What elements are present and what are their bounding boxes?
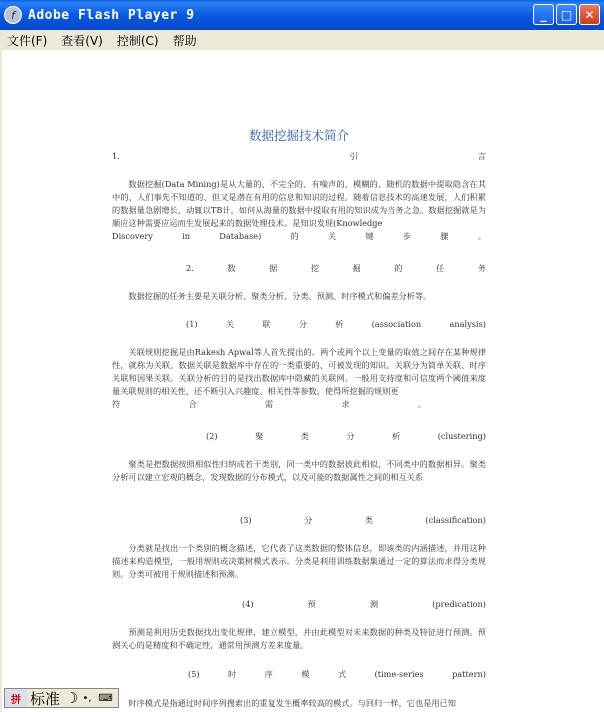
- heading-char: 模: [301, 669, 310, 679]
- heading-char: 序: [264, 669, 273, 679]
- paragraph-clustering: [112, 458, 486, 484]
- heading-char: 挖: [310, 263, 320, 273]
- menu-control[interactable]: 控制(C): [116, 33, 159, 48]
- menu-bar: [0, 30, 604, 50]
- paragraph-text: 数据挖掘(Data Mining)是从大量的、不完全的、有噪声的、模糊的、随机的数据中提取隐含在其中的、人们事先不知道的、但又是潜在有用的信息和知识的过程。随着信息技术的高速发展，人们积累的数据量急剧增长，动辄以TB计，如何从海量的数据中提取有用的知识成为当务之急。数据挖掘就是为顺应这种需要应运而生发展起来的数据处理技术。是知识发现(Knowledge: [112, 179, 486, 228]
- section-heading-1: [112, 150, 486, 163]
- heading-char: 聚: [255, 431, 264, 441]
- word: 。: [417, 399, 426, 409]
- paragraph-intro: [112, 178, 486, 243]
- heading-char: 析: [335, 319, 344, 329]
- heading-word: pattern): [452, 669, 486, 679]
- close-icon: ✕: [584, 7, 595, 22]
- heading-char: 数: [227, 263, 236, 273]
- heading-num: 1.: [112, 151, 120, 161]
- paragraph-association: [112, 346, 486, 411]
- section-heading-classification: [240, 514, 486, 527]
- heading-word: (clustering): [437, 431, 486, 441]
- paragraph-text: 数据挖掘的任务主要是关联分析、聚类分析、分类、预测、时序模式和偏差分析等。: [128, 291, 432, 301]
- menu-file[interactable]: 文件(F): [7, 33, 48, 48]
- heading-char: 的: [394, 263, 403, 273]
- heading-num: (4): [242, 599, 254, 609]
- flash-app-icon: f: [4, 6, 22, 24]
- maximize-button[interactable]: [556, 4, 577, 25]
- minimize-icon: _: [540, 7, 547, 22]
- minimize-button[interactable]: [533, 4, 554, 25]
- heading-char: 式: [337, 669, 347, 679]
- heading-num: (5): [188, 669, 200, 679]
- heading-char: 联: [262, 319, 271, 329]
- window-title: Adobe Flash Player 9: [28, 7, 195, 23]
- heading-char: 任: [436, 263, 445, 273]
- word: Database): [219, 231, 262, 241]
- heading-char: 分: [346, 431, 355, 441]
- heading-char: 时: [228, 669, 237, 679]
- word: 求: [341, 399, 350, 409]
- heading-char: 分: [298, 319, 307, 329]
- heading-char: 据: [269, 263, 278, 273]
- paragraph-prediction: [112, 626, 486, 652]
- paragraph-text: 分类就是找出一个类别的概念描述，它代表了这类数据的整体信息，即该类的内涵描述，并用这种描述来构造模型，一般用规则或决策树模式表示。分类是利用训练数据集通过一定的算法而求得分类规则。分类可被用于规则描述和预测。: [112, 543, 486, 579]
- punctuation-icon[interactable]: •,: [82, 692, 92, 704]
- section-heading-time-series: [188, 668, 486, 681]
- heading-num: (3): [240, 515, 252, 525]
- paragraph-text: 聚类是把数据按照相似性归纳成若干类别，同一类中的数据彼此相似，不同类中的数据相异。聚类分析可以建立宏观的概念，发现数据的分布模式，以及可能的数据属性之间的相互关系: [112, 459, 486, 482]
- heading-char: 预: [307, 599, 316, 609]
- paragraph-time-series: [112, 697, 486, 712]
- heading-char: 掘: [352, 263, 361, 273]
- word: 合: [188, 399, 197, 409]
- maximize-icon: □: [560, 7, 573, 22]
- menu-help[interactable]: 帮助: [172, 33, 197, 48]
- heading-word: (classification): [425, 515, 486, 525]
- menu-view[interactable]: 查看(V): [61, 33, 103, 48]
- section-heading-prediction: [242, 598, 486, 611]
- section-heading-2: [186, 262, 486, 275]
- heading-char: 言: [477, 151, 486, 161]
- title-bar[interactable]: [0, 0, 604, 30]
- ime-logo-icon[interactable]: 拼: [5, 689, 27, 707]
- heading-word: (predication): [432, 599, 486, 609]
- paragraph-classification: [112, 542, 486, 581]
- heading-char: 类: [300, 431, 309, 441]
- word: 需: [264, 399, 274, 409]
- heading-char: 务: [477, 263, 486, 273]
- paragraph-text: 时序模式是指通过时间序列搜索出的重复发生概率较高的模式。与回归一样，它也是用已知: [128, 698, 456, 708]
- heading-char: 关: [225, 319, 235, 329]
- half-width-moon-icon[interactable]: ☽: [65, 689, 79, 707]
- heading-char: 分: [304, 515, 313, 525]
- paragraph-text: 关联规则挖掘是由Rakesh Apwal等人首先提出的。两个或两个以上变量的取值之间存在某种规律性，就称为关联。数据关联是数据库中存在的一类重要的、可被发现的知识。关联分为简单关联、时序关联和因果关联。关联分析的目的是找出数据库中隐藏的关联网。一般用支持度和可信度两个阈值来度量关联规则的相关性，还不断引入兴趣度、相关性等参数，使得所挖掘的规则更: [112, 347, 486, 396]
- heading-char: 类: [364, 515, 373, 525]
- word: 骤: [440, 231, 449, 241]
- heading-num: (2): [206, 431, 218, 441]
- word: 关: [327, 231, 337, 241]
- word: 。: [477, 231, 486, 241]
- heading-char: 析: [392, 431, 401, 441]
- word: 符: [112, 399, 121, 409]
- ime-mode-label[interactable]: 标准: [30, 689, 61, 708]
- word: Discovery: [112, 231, 153, 241]
- word: 步: [402, 231, 412, 241]
- heading-word: analysis): [449, 319, 486, 329]
- heading-char: 引: [349, 151, 358, 161]
- word: 键: [365, 231, 374, 241]
- soft-keyboard-icon[interactable]: ⌨: [98, 692, 113, 704]
- paragraph-tasks: [112, 290, 486, 303]
- section-heading-clustering: [206, 430, 486, 443]
- word: 的: [290, 231, 299, 241]
- heading-word: (time-series: [374, 669, 424, 679]
- paragraph-text: 预测是利用历史数据找出变化规律，建立模型，并由此模型对未来数据的种类及特征进行预测。预测关心的是精度和不确定性，通常用预测方差来度量。: [112, 627, 486, 650]
- ime-toolbar[interactable]: [4, 688, 119, 708]
- section-heading-association: [186, 318, 486, 331]
- heading-char: 测: [369, 599, 379, 609]
- word: in: [182, 231, 191, 241]
- heading-word: (association: [371, 319, 422, 329]
- close-button[interactable]: [579, 4, 600, 25]
- heading-num: 2.: [186, 263, 194, 273]
- document-title: 数据挖掘技术简介: [248, 128, 349, 143]
- heading-num: (1): [186, 319, 198, 329]
